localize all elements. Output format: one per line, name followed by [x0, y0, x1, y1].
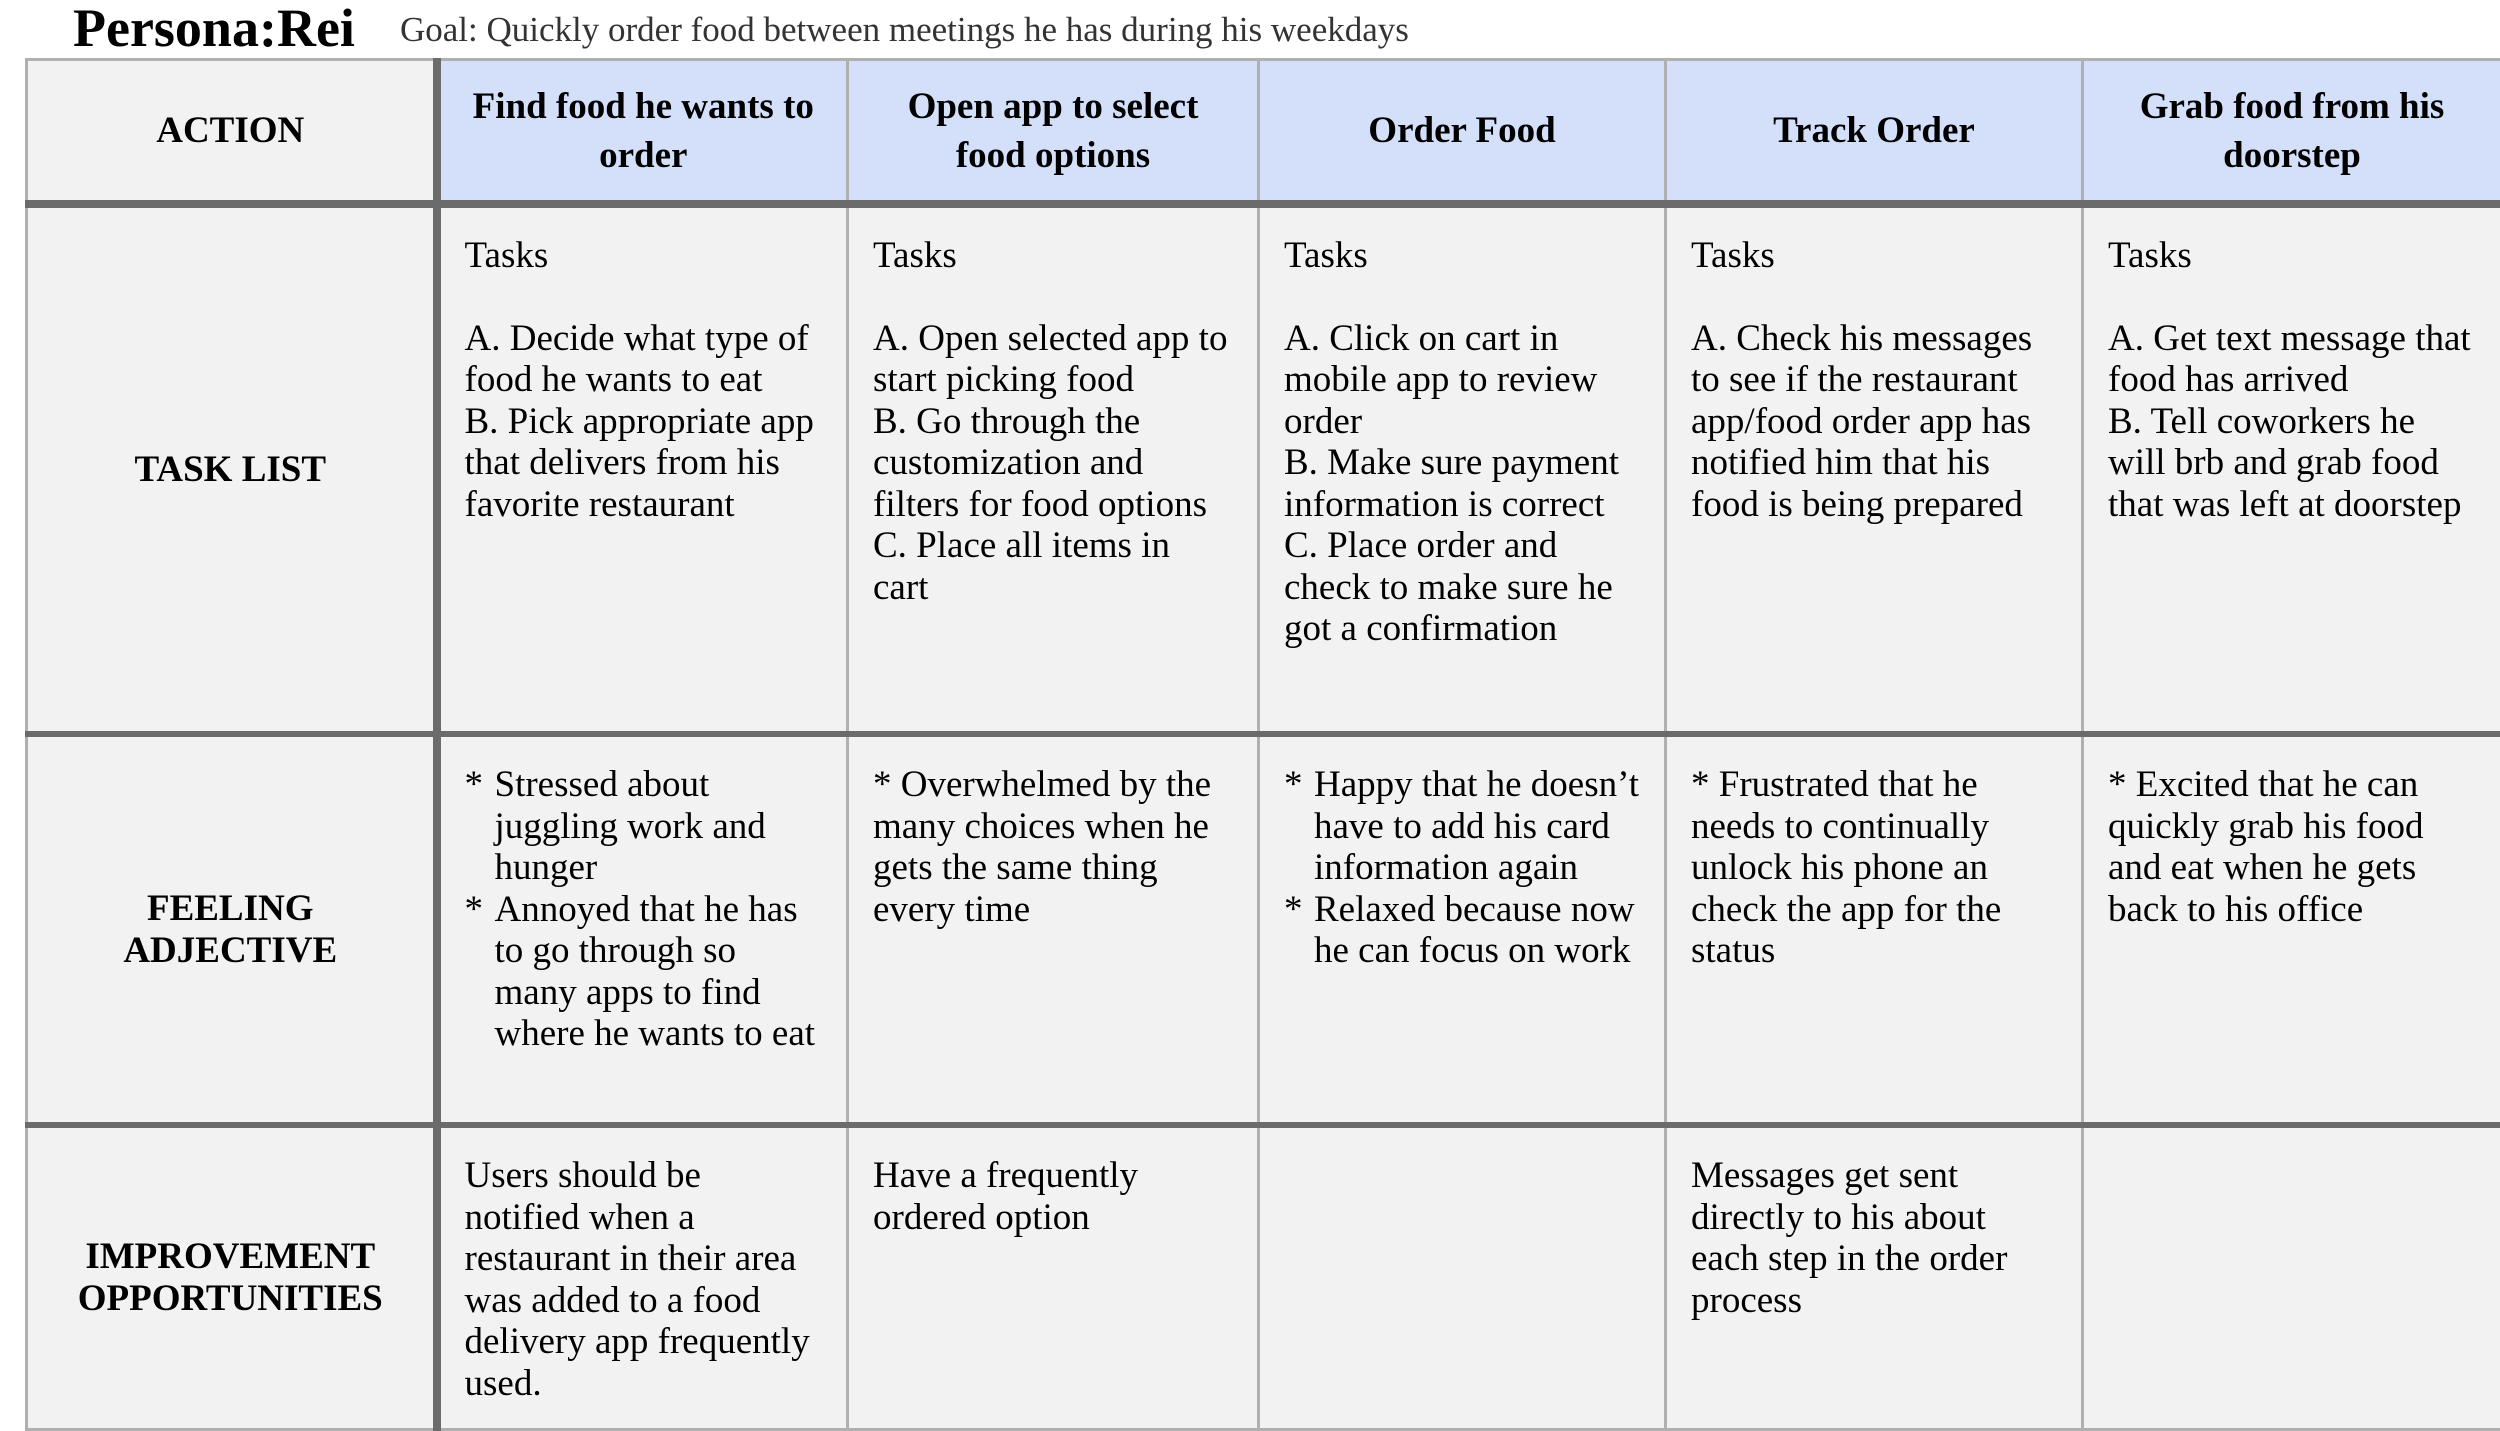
row-header-line: OPPORTUNITIES: [28, 1278, 433, 1320]
tasks-label: Tasks: [1284, 235, 1640, 277]
feeling-item: * Relaxed because now he can focus on work: [1284, 889, 1640, 972]
improvement-cell: [437, 1125, 848, 1430]
improvement-text: Users should be notified when a restaurant in their area was added to a food delivery app frequently used.: [465, 1155, 823, 1404]
improvement-row: [27, 1125, 2500, 1430]
column-header: [2083, 60, 2500, 205]
feeling-cell: [2083, 734, 2500, 1125]
improvement-cell: [1259, 1125, 1666, 1430]
improvement-text: Have a frequently ordered option: [873, 1155, 1233, 1238]
feeling-item: * Happy that he doesn’t have to add his card information again: [1284, 764, 1640, 889]
task-item: A. Open selected app to start picking food: [873, 318, 1233, 401]
column-header: [437, 60, 848, 205]
feeling-item: * Frustrated that he needs to continually unlock his phone an check the app for the status: [1691, 764, 2057, 972]
task-item: B. Make sure payment information is correct: [1284, 442, 1640, 525]
column-header: [848, 60, 1259, 205]
column-header: [1259, 60, 1666, 205]
improvement-cell: [2083, 1125, 2500, 1430]
tasks-label: Tasks: [2108, 235, 2476, 277]
title-row: [0, 0, 2500, 58]
improvement-cell: [848, 1125, 1259, 1430]
column-title: Order Food: [1260, 106, 1664, 155]
task-cell: [1259, 204, 1666, 734]
tasks-label: Tasks: [1691, 235, 2057, 277]
task-cell: [848, 204, 1259, 734]
row-header-action: ACTION: [27, 60, 437, 205]
improvement-cell: [1666, 1125, 2083, 1430]
task-item: B. Pick appropriate app that delivers from his favorite restaurant: [465, 401, 823, 526]
column-title: Track Order: [1667, 106, 2081, 155]
feeling-item: * Excited that he can quickly grab his food and eat when he gets back to his office: [2108, 764, 2476, 930]
feeling-item: * Stressed about juggling work and hunger: [465, 764, 823, 889]
tasks-label: Tasks: [465, 235, 823, 277]
feeling-row: [27, 734, 2500, 1125]
column-header: [1666, 60, 2083, 205]
task-item: C. Place order and check to make sure he got a confirmation: [1284, 525, 1640, 650]
task-item: A. Click on cart in mobile app to review order: [1284, 318, 1640, 443]
task-list-row: [27, 204, 2500, 734]
feeling-item: * Annoyed that he has to go through so many apps to find where he wants to eat: [465, 889, 823, 1055]
row-header-feeling: [27, 734, 437, 1125]
persona-name: Persona:Rei: [73, 0, 355, 60]
task-cell: [437, 204, 848, 734]
row-header-improvement: [27, 1125, 437, 1430]
task-item: B. Go through the customization and filters for food options: [873, 401, 1233, 526]
column-title: Find food he wants to order: [441, 82, 847, 180]
task-item: A. Decide what type of food he wants to eat: [465, 318, 823, 401]
task-item: A. Check his messages to see if the restaurant app/food order app has notified him that his food is being prepared: [1691, 318, 2057, 526]
feeling-cell: [437, 734, 848, 1125]
column-title: Open app to select food options: [849, 82, 1257, 180]
feeling-cell: [1666, 734, 2083, 1125]
row-header-task-list: TASK LIST: [27, 204, 437, 734]
task-item: C. Place all items in cart: [873, 525, 1233, 608]
journey-map-table: [25, 58, 2500, 1431]
row-header-line: ADJECTIVE: [28, 930, 433, 972]
feeling-item: * Overwhelmed by the many choices when he gets the same thing every time: [873, 764, 1233, 930]
tasks-label: Tasks: [873, 235, 1233, 277]
task-item: B. Tell coworkers he will brb and grab food that was left at doorstep: [2108, 401, 2476, 526]
task-cell: [1666, 204, 2083, 734]
task-item: A. Get text message that food has arrived: [2108, 318, 2476, 401]
persona-goal: Goal: Quickly order food between meetings he has during his weekdays: [400, 10, 1409, 50]
feeling-cell: [1259, 734, 1666, 1125]
task-cell: [2083, 204, 2500, 734]
action-row: [27, 60, 2500, 205]
row-header-line: IMPROVEMENT: [28, 1236, 433, 1278]
column-title: Grab food from his doorstep: [2084, 82, 2500, 180]
feeling-cell: [848, 734, 1259, 1125]
row-header-line: FEELING: [28, 888, 433, 930]
improvement-text: Messages get sent directly to his about each step in the order process: [1691, 1155, 2057, 1321]
